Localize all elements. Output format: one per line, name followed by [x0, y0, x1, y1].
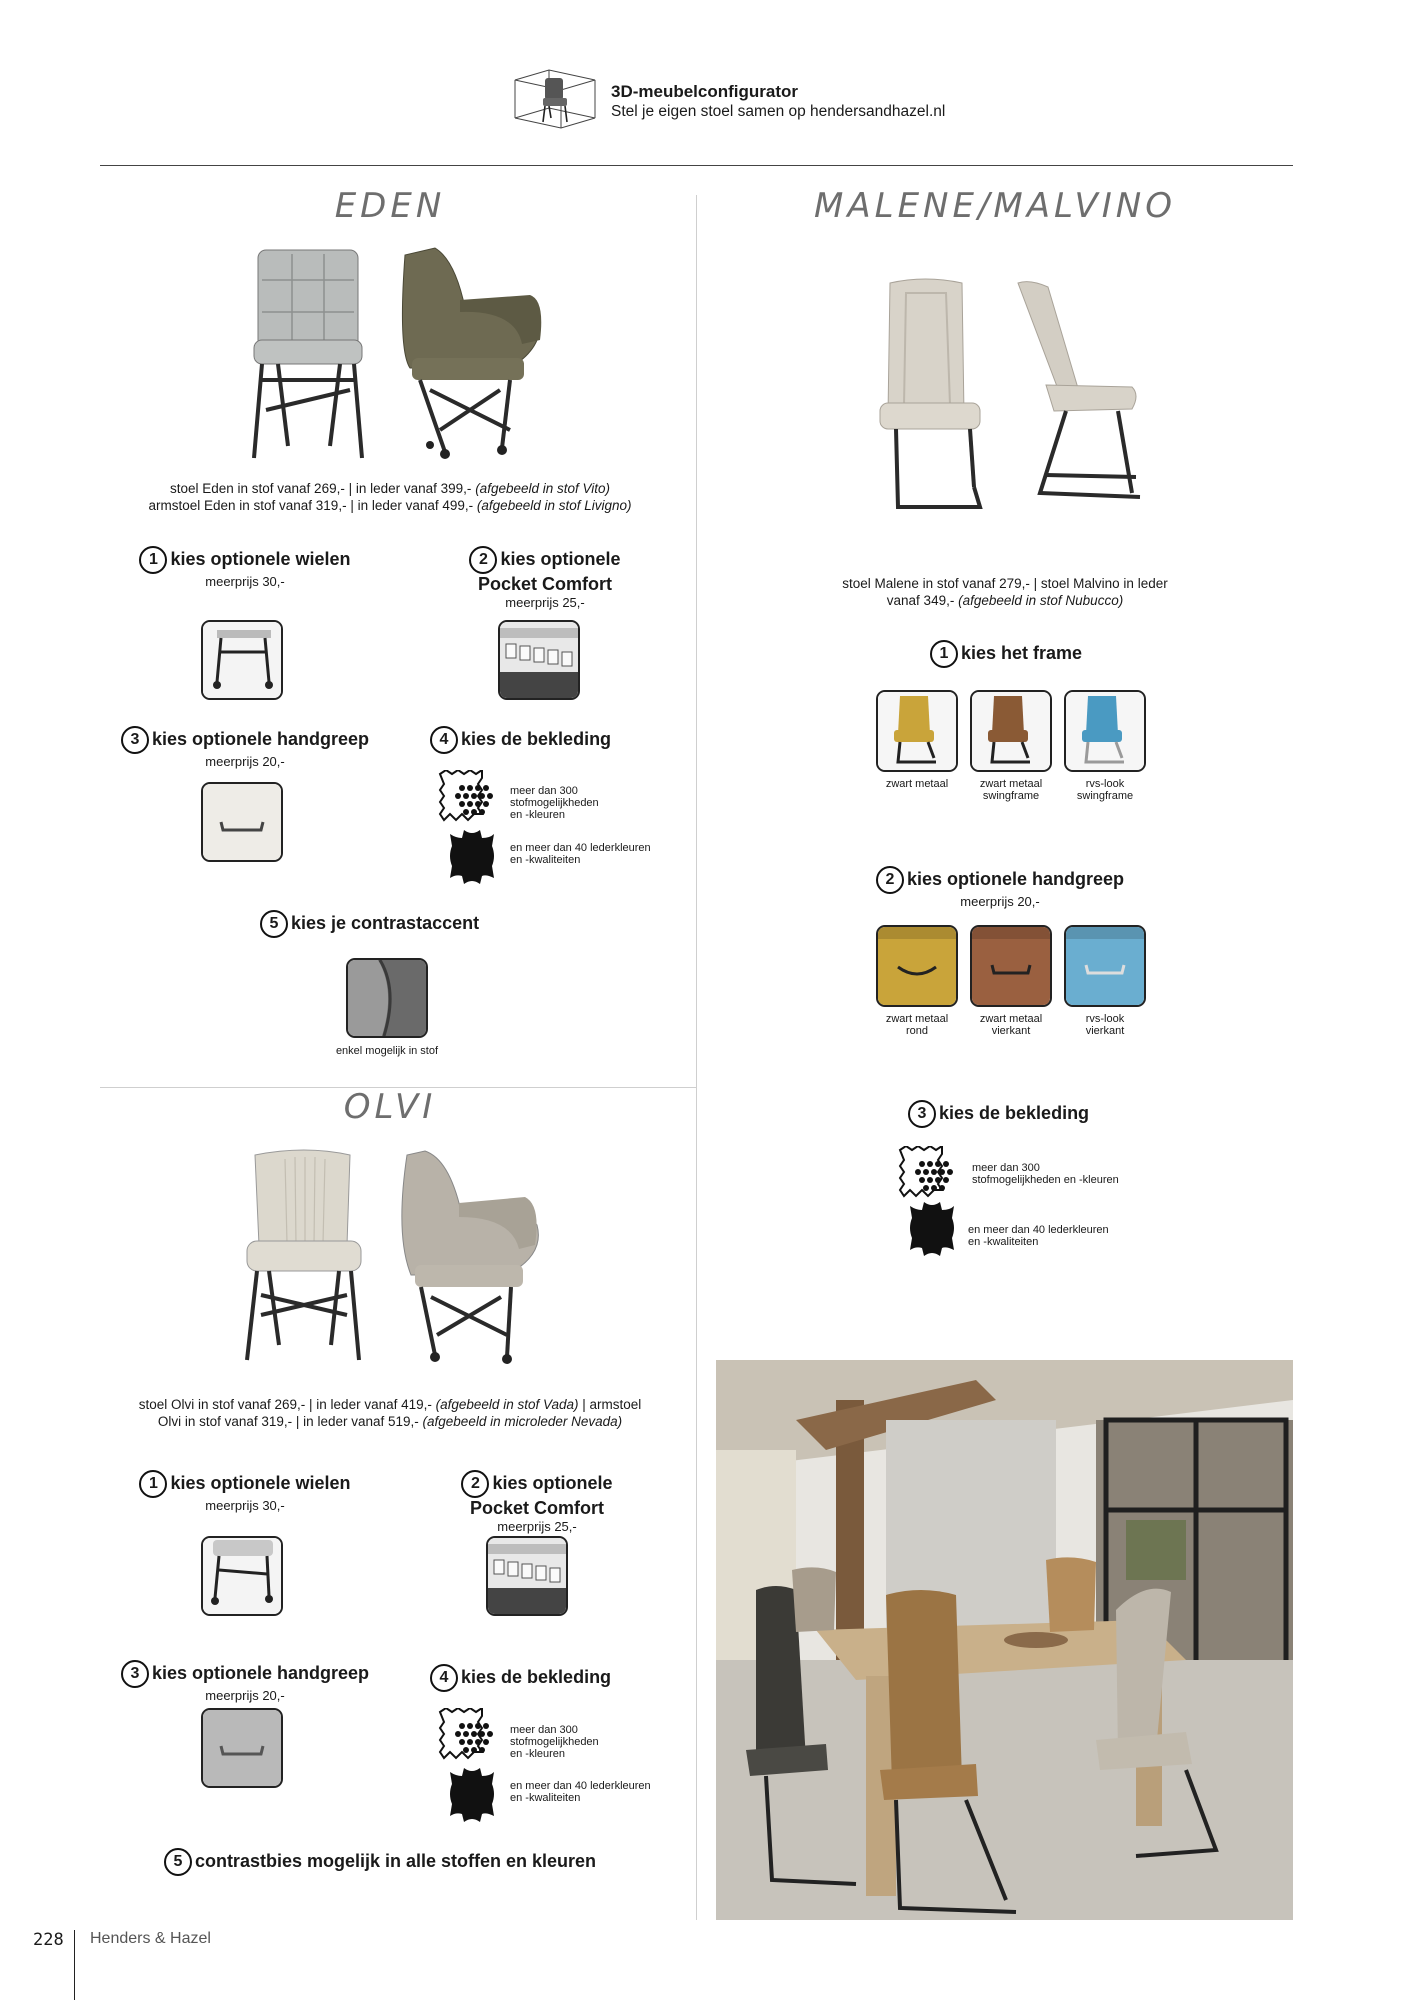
option-label: kies je contrastaccent	[291, 912, 480, 933]
leather-line: en meer dan 40 lederkleuren	[968, 1224, 1109, 1236]
olvi-option-upholstery	[430, 1664, 630, 1692]
olvi-handle-thumb[interactable]	[201, 1708, 283, 1788]
option-label: kies optionele	[500, 548, 621, 569]
eden-chair-image	[240, 240, 570, 470]
handle-option-label-line1: rvs-look	[1085, 1013, 1125, 1025]
eden-caption-line2-note: (afgebeeld in stof Livigno)	[476, 498, 632, 513]
olvi-fabric-text	[510, 1724, 599, 1760]
handle-option-label-line2: rond	[905, 1025, 929, 1037]
eden-caption-line1: stoel Eden in stof vanaf 269,- | in leder vanaf 399,-	[169, 481, 472, 496]
option-label: kies optionele handgreep	[151, 728, 370, 749]
option-label: contrastbies mogelijk in alle stoffen en kleuren	[194, 1850, 597, 1871]
leather-line: en -kwaliteiten	[510, 1792, 581, 1804]
fabric-line: stofmogelijkheden en -kleuren	[972, 1174, 1119, 1186]
option-label: kies optionele wielen	[170, 1472, 351, 1493]
eden-contrast-note: enkel mogelijk in stof	[335, 1045, 439, 1057]
fabric-line: stofmogelijkheden	[510, 797, 599, 809]
olvi-chair-image	[235, 1145, 575, 1370]
olvi-caption-line2-note: (afgebeeld in microleder Nevada)	[422, 1414, 623, 1429]
fabric-swatch-icon	[438, 770, 496, 824]
olvi-caption-line2: Olvi in stof vanaf 319,- | in leder vanaf 519,-	[157, 1414, 419, 1429]
frame-option-label-line2: swingframe	[982, 790, 1040, 802]
malene-caption	[800, 575, 1210, 609]
step-number: 4	[430, 1664, 458, 1692]
step-number: 5	[260, 910, 288, 938]
frame-option-thumb[interactable]	[970, 690, 1052, 772]
option-label-2: Pocket Comfort	[469, 1498, 604, 1518]
step-number: 1	[139, 546, 167, 574]
handle-option-thumb[interactable]	[1064, 925, 1146, 1007]
frame-option-label-line2: swingframe	[1076, 790, 1134, 802]
fabric-line: en -kleuren	[510, 809, 566, 821]
option-price: meerprijs 30,-	[205, 574, 285, 589]
leather-line: en meer dan 40 lederkleuren	[510, 842, 651, 854]
leather-line: en -kwaliteiten	[968, 1236, 1039, 1248]
handle-option-label-line1: zwart metaal	[979, 1013, 1043, 1025]
eden-caption	[100, 480, 680, 514]
olvi-option-handle	[110, 1660, 380, 1704]
handle-option-label-line2: vierkant	[1085, 1025, 1125, 1037]
footer-brand: Henders & Hazel	[90, 1930, 211, 1947]
frame-option-thumb[interactable]	[1064, 690, 1146, 772]
page-number: 228	[33, 1930, 64, 1950]
handle-options	[876, 925, 1156, 1035]
header-divider	[100, 165, 1293, 166]
option-label: kies het frame	[961, 642, 1083, 663]
olvi-caption-line1-note: (afgebeeld in stof Vada)	[435, 1397, 579, 1412]
leather-hide-icon	[906, 1200, 958, 1256]
fabric-line: meer dan 300	[510, 1724, 578, 1736]
option-label: kies de bekleding	[461, 728, 612, 749]
eden-wheels-thumb[interactable]	[201, 620, 283, 700]
eden-caption-line1-note: (afgebeeld in stof Vito)	[475, 481, 611, 496]
olvi-title: OLVI	[343, 1087, 437, 1127]
malene-chair-image	[870, 275, 1160, 525]
olvi-pocket-thumb[interactable]	[486, 1536, 568, 1616]
frame-option-label	[1050, 778, 1160, 802]
malene-caption-line2-note: (afgebeeld in stof Nubucco)	[958, 593, 1124, 608]
eden-option-wheels	[110, 546, 380, 590]
eden-contrast-thumb[interactable]	[346, 958, 428, 1038]
olvi-caption	[90, 1396, 690, 1430]
leather-hide-icon	[446, 1766, 498, 1822]
step-number: 1	[930, 640, 958, 668]
configurator-title: 3D-meubelconfigurator	[611, 82, 799, 101]
dining-room-photo	[716, 1360, 1293, 1920]
malene-option-handle	[860, 866, 1140, 910]
step-number: 2	[469, 546, 497, 574]
malene-option-frame	[930, 640, 1100, 668]
eden-option-pocket-comfort	[420, 546, 670, 611]
eden-option-handle	[110, 726, 380, 770]
handle-option-thumb[interactable]	[970, 925, 1052, 1007]
step-number: 3	[121, 726, 149, 754]
option-price: meerprijs 20,-	[205, 754, 285, 769]
leather-line: en -kwaliteiten	[510, 854, 581, 866]
leather-hide-icon	[446, 828, 498, 884]
eden-caption-line2: armstoel Eden in stof vanaf 319,- | in leder vanaf 499,-	[148, 498, 474, 513]
malene-caption-line1: stoel Malene in stof vanaf 279,- | stoel Malvino in leder	[842, 576, 1168, 591]
column-divider	[696, 195, 697, 1920]
olvi-option-contrast-piping	[140, 1848, 620, 1876]
eden-fabric-text	[510, 785, 599, 821]
eden-handle-thumb[interactable]	[201, 782, 283, 862]
option-price: meerprijs 30,-	[205, 1498, 285, 1513]
olvi-wheels-thumb[interactable]	[201, 1536, 283, 1616]
fabric-line: en -kleuren	[510, 1748, 566, 1760]
configurator-icon	[507, 66, 602, 133]
fabric-line: stofmogelijkheden	[510, 1736, 599, 1748]
malene-caption-line2: vanaf 349,-	[886, 593, 955, 608]
olvi-leather-text	[510, 1780, 651, 1804]
step-number: 3	[121, 1660, 149, 1688]
option-label: kies optionele handgreep	[906, 868, 1125, 889]
eden-option-contrast	[260, 910, 510, 938]
step-number: 2	[876, 866, 904, 894]
configurator-subtitle[interactable]: Stel je eigen stoel samen op hendersandhazel.nl	[611, 103, 946, 120]
olvi-option-wheels	[110, 1470, 380, 1514]
olvi-option-pocket-comfort	[412, 1470, 662, 1535]
eden-pocket-thumb[interactable]	[498, 620, 580, 700]
fabric-line: meer dan 300	[510, 785, 578, 797]
fabric-swatch-icon	[438, 1708, 496, 1762]
eden-title: EDEN	[334, 186, 446, 226]
option-label: kies optionele	[492, 1472, 613, 1493]
frame-option-label-line1: zwart metaal	[885, 778, 949, 790]
step-number: 5	[164, 1848, 192, 1876]
handle-option-label	[1050, 1013, 1160, 1037]
eden-leather-text	[510, 842, 651, 866]
malene-option-upholstery	[908, 1100, 1118, 1128]
option-label: kies optionele wielen	[170, 548, 351, 569]
olvi-caption-line1: stoel Olvi in stof vanaf 269,- | in leder vanaf 419,-	[138, 1397, 432, 1412]
step-number: 4	[430, 726, 458, 754]
option-label: kies de bekleding	[939, 1102, 1090, 1123]
option-label-2: Pocket Comfort	[477, 574, 612, 594]
step-number: 1	[139, 1470, 167, 1498]
option-price: meerprijs 20,-	[960, 894, 1040, 909]
step-number: 2	[461, 1470, 489, 1498]
malene-leather-text	[968, 1224, 1109, 1248]
handle-option-thumb[interactable]	[876, 925, 958, 1007]
frame-option-label-line1: rvs-look	[1085, 778, 1125, 790]
fabric-line: meer dan 300	[972, 1162, 1040, 1174]
option-price: meerprijs 25,-	[505, 595, 585, 610]
frame-option-label-line1: zwart metaal	[979, 778, 1043, 790]
handle-option-label-line1: zwart metaal	[885, 1013, 949, 1025]
eden-option-upholstery	[430, 726, 630, 754]
fabric-swatch-icon	[898, 1146, 956, 1200]
step-number: 3	[908, 1100, 936, 1128]
option-label: kies de bekleding	[461, 1666, 612, 1687]
handle-option-label-line2: vierkant	[991, 1025, 1031, 1037]
option-label: kies optionele handgreep	[151, 1662, 370, 1683]
malene-fabric-text	[972, 1162, 1119, 1186]
leather-line: en meer dan 40 lederkleuren	[510, 1780, 651, 1792]
olvi-caption-line1-end: | armstoel	[582, 1397, 642, 1412]
frame-options	[876, 690, 1156, 800]
malene-title: MALENE/MALVINO	[814, 186, 1176, 226]
footer-divider	[74, 1930, 75, 2000]
option-price: meerprijs 25,-	[497, 1519, 577, 1534]
frame-option-thumb[interactable]	[876, 690, 958, 772]
option-price: meerprijs 20,-	[205, 1688, 285, 1703]
